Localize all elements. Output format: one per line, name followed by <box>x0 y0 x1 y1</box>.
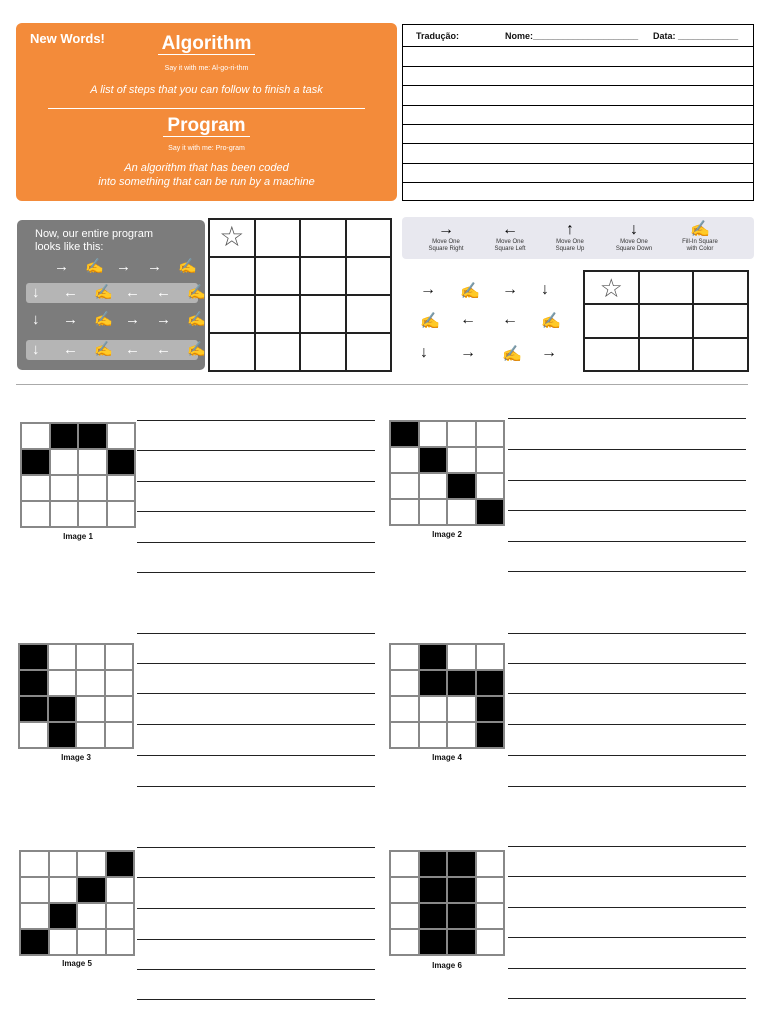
filled-cell <box>107 449 136 475</box>
empty-cell <box>476 473 505 499</box>
legend-item <box>534 221 606 253</box>
writing-line[interactable] <box>508 510 746 511</box>
empty-cell <box>447 499 476 525</box>
writing-line[interactable] <box>508 876 746 877</box>
writing-line[interactable] <box>137 511 375 512</box>
writing-line[interactable] <box>137 939 375 940</box>
program-row <box>26 310 206 330</box>
grid-cell[interactable] <box>639 338 694 371</box>
writing-line[interactable] <box>137 450 375 451</box>
empty-cell <box>390 499 419 525</box>
fill-square-icon: ✍ <box>85 258 104 275</box>
filled-cell <box>78 423 107 449</box>
star-icon: ☆ <box>599 273 623 303</box>
legend-text: Move One <box>620 239 648 245</box>
empty-cell <box>419 722 448 748</box>
arrow-left-icon: ← <box>502 221 518 238</box>
filled-cell <box>19 696 48 722</box>
definition-program-line2: into something that can be run by a machine <box>98 176 315 188</box>
empty-cell <box>20 851 49 877</box>
word-program: Program <box>16 115 397 137</box>
empty-cell <box>447 722 476 748</box>
legend-item <box>410 221 482 253</box>
arrow-left-icon: ← <box>125 341 140 358</box>
empty-cell <box>49 851 78 877</box>
program-title: Now, our entire program looks like this: <box>35 228 153 253</box>
empty-cell <box>447 696 476 722</box>
empty-cell <box>78 475 107 501</box>
legend-text: Move One <box>496 239 524 245</box>
arrow-down-icon: ↓ <box>32 341 40 358</box>
legend-text: Fill-In Square <box>682 239 718 245</box>
image-caption: Image 4 <box>432 753 462 762</box>
filled-cell <box>106 851 135 877</box>
writing-line[interactable] <box>137 663 375 664</box>
empty-cell <box>447 447 476 473</box>
arrow-down-icon: ↓ <box>420 344 428 361</box>
grid-cell[interactable] <box>300 219 346 257</box>
pixel-grid <box>389 850 505 956</box>
empty-cell <box>21 501 50 527</box>
grid-cell[interactable] <box>255 219 301 257</box>
empty-cell <box>476 877 505 903</box>
filled-cell <box>447 473 476 499</box>
translation-line[interactable] <box>403 85 753 86</box>
writing-line[interactable] <box>137 786 375 787</box>
pixel-grid <box>18 643 134 749</box>
empty-cell <box>76 696 105 722</box>
filled-cell <box>19 670 48 696</box>
writing-line[interactable] <box>508 846 746 847</box>
filled-cell <box>77 877 106 903</box>
filled-cell <box>447 903 476 929</box>
exercise-grid <box>583 270 749 372</box>
vocabulary-panel <box>16 23 397 201</box>
label-data[interactable]: Data: ____________ <box>653 31 739 41</box>
writing-line[interactable] <box>137 969 375 970</box>
arrow-down-icon: ↓ <box>630 221 638 238</box>
fill-square-icon: ✍ <box>187 284 206 301</box>
translation-box <box>402 24 754 201</box>
word-algorithm: Algorithm <box>16 33 397 55</box>
grid-cell[interactable] <box>639 271 694 304</box>
writing-line[interactable] <box>508 968 746 969</box>
legend-text: Square Down <box>615 246 653 252</box>
arrow-left-icon: ← <box>156 341 171 358</box>
writing-line[interactable] <box>508 541 746 542</box>
definition-program-line1: An algorithm that has been coded <box>124 162 289 174</box>
empty-cell <box>49 929 78 955</box>
empty-cell <box>107 423 136 449</box>
fill-square-icon: ✍ <box>420 313 440 330</box>
empty-cell <box>476 421 505 447</box>
empty-cell <box>77 929 106 955</box>
filled-cell <box>49 903 78 929</box>
writing-line[interactable] <box>508 418 746 419</box>
arrow-left-icon: ← <box>125 284 140 301</box>
grid-cell[interactable] <box>300 295 346 333</box>
filled-cell <box>447 877 476 903</box>
grid-cell[interactable] <box>255 257 301 295</box>
empty-cell <box>390 644 419 670</box>
grid-cell[interactable] <box>346 257 392 295</box>
empty-cell <box>105 722 134 748</box>
filled-cell <box>419 903 448 929</box>
fill-square-icon: ✍ <box>94 341 113 358</box>
filled-cell <box>419 447 448 473</box>
arrow-left-icon: ← <box>63 341 78 358</box>
grid-cell[interactable] <box>346 219 392 257</box>
empty-cell <box>390 851 419 877</box>
star-icon: ☆ <box>219 221 245 252</box>
writing-line[interactable] <box>137 481 375 482</box>
empty-cell <box>78 501 107 527</box>
empty-cell <box>107 475 136 501</box>
symbol-legend <box>402 217 754 259</box>
empty-cell <box>419 473 448 499</box>
empty-cell <box>21 423 50 449</box>
say-algorithm: Say it with me: Al-go-ri-thm <box>164 65 249 72</box>
say-program: Say it with me: Pro-gram <box>168 145 245 152</box>
empty-cell <box>390 903 419 929</box>
empty-cell <box>419 696 448 722</box>
empty-cell <box>50 449 79 475</box>
empty-cell <box>390 929 419 955</box>
empty-cell <box>419 499 448 525</box>
arrow-right-icon: → <box>125 311 140 328</box>
arrow-right-icon: → <box>420 281 436 298</box>
filled-cell <box>476 670 505 696</box>
empty-cell <box>21 475 50 501</box>
writing-line[interactable] <box>508 663 746 664</box>
grid-cell[interactable] <box>209 333 255 371</box>
empty-cell <box>476 851 505 877</box>
legend-text: Square Right <box>428 246 464 252</box>
arrow-right-icon: → <box>502 281 518 298</box>
fill-square-icon: ✍ <box>187 341 206 358</box>
writing-line[interactable] <box>508 755 746 756</box>
translation-line[interactable] <box>403 143 753 144</box>
filled-cell <box>476 499 505 525</box>
writing-line[interactable] <box>508 907 746 908</box>
pixel-grid <box>19 850 135 956</box>
divider-line <box>48 108 365 109</box>
writing-line[interactable] <box>508 571 746 572</box>
grid-cell[interactable] <box>346 333 392 371</box>
arrow-right-icon: → <box>460 344 476 361</box>
definition-algorithm: A list of steps that you can follow to finish a task <box>90 84 323 96</box>
writing-line[interactable] <box>137 542 375 543</box>
grid-cell[interactable] <box>346 295 392 333</box>
writing-line[interactable] <box>137 693 375 694</box>
program-grid <box>208 218 392 372</box>
legend-text: Move One <box>556 239 584 245</box>
empty-cell <box>390 670 419 696</box>
translation-line[interactable] <box>403 124 753 125</box>
image-caption: Image 6 <box>432 961 462 970</box>
arrow-left-icon: ← <box>156 284 171 301</box>
writing-line[interactable] <box>508 998 746 999</box>
empty-cell <box>107 501 136 527</box>
image-caption: Image 2 <box>432 530 462 539</box>
empty-cell <box>476 447 505 473</box>
filled-cell <box>419 670 448 696</box>
empty-cell <box>390 473 419 499</box>
grid-cell[interactable] <box>255 333 301 371</box>
filled-cell <box>419 877 448 903</box>
writing-line[interactable] <box>508 786 746 787</box>
arrow-left-icon: ← <box>460 311 476 328</box>
fill-square-icon: ✍ <box>690 221 710 238</box>
empty-cell <box>106 877 135 903</box>
arrow-right-icon: → <box>438 221 454 238</box>
empty-cell <box>476 929 505 955</box>
empty-cell <box>106 903 135 929</box>
filled-cell <box>476 696 505 722</box>
writing-line[interactable] <box>137 572 375 573</box>
writing-line[interactable] <box>137 908 375 909</box>
label-nome[interactable]: Nome:_____________________ <box>505 31 639 41</box>
pixel-grid <box>20 422 136 528</box>
fill-square-icon: ✍ <box>178 258 197 275</box>
empty-cell <box>76 670 105 696</box>
writing-line[interactable] <box>137 755 375 756</box>
program-row <box>26 257 198 277</box>
empty-cell <box>476 644 505 670</box>
grid-cell[interactable] <box>693 338 748 371</box>
empty-cell <box>77 903 106 929</box>
writing-line[interactable] <box>137 633 375 634</box>
translation-line[interactable] <box>403 182 753 183</box>
empty-cell <box>49 877 78 903</box>
filled-cell <box>476 722 505 748</box>
arrow-right-icon: → <box>54 258 69 275</box>
empty-cell <box>50 501 79 527</box>
filled-cell <box>50 423 79 449</box>
fill-square-icon: ✍ <box>541 313 561 330</box>
empty-cell <box>106 929 135 955</box>
arrow-down-icon: ↓ <box>541 281 549 298</box>
arrow-right-icon: → <box>147 258 162 275</box>
fill-square-icon: ✍ <box>502 346 522 363</box>
fill-square-icon: ✍ <box>187 311 206 328</box>
empty-cell <box>48 670 77 696</box>
empty-cell <box>76 722 105 748</box>
empty-cell <box>105 670 134 696</box>
empty-cell <box>447 644 476 670</box>
empty-cell <box>48 644 77 670</box>
grid-cell[interactable] <box>255 295 301 333</box>
writing-line[interactable] <box>508 449 746 450</box>
empty-cell <box>447 421 476 447</box>
empty-cell <box>77 851 106 877</box>
filled-cell <box>419 644 448 670</box>
writing-line[interactable] <box>137 999 375 1000</box>
arrow-right-icon: → <box>116 258 131 275</box>
fill-square-icon: ✍ <box>94 284 113 301</box>
translation-header <box>403 25 753 45</box>
grid-cell[interactable] <box>584 304 639 337</box>
empty-cell <box>19 722 48 748</box>
arrow-right-icon: → <box>63 311 78 328</box>
empty-cell <box>105 644 134 670</box>
translation-line[interactable] <box>403 105 753 106</box>
filled-cell <box>48 696 77 722</box>
fill-square-icon: ✍ <box>460 283 480 300</box>
filled-cell <box>419 851 448 877</box>
image-caption: Image 3 <box>61 753 91 762</box>
writing-line[interactable] <box>508 633 746 634</box>
grid-cell[interactable] <box>300 257 346 295</box>
legend-item <box>664 221 736 253</box>
writing-line[interactable] <box>137 420 375 421</box>
empty-cell <box>476 903 505 929</box>
writing-line[interactable] <box>508 937 746 938</box>
writing-line[interactable] <box>137 877 375 878</box>
filled-cell <box>20 929 49 955</box>
arrow-right-icon: → <box>541 344 557 361</box>
program-row <box>26 283 206 303</box>
filled-cell <box>390 421 419 447</box>
translation-line[interactable] <box>403 66 753 67</box>
filled-cell <box>447 929 476 955</box>
empty-cell <box>105 696 134 722</box>
writing-line[interactable] <box>508 693 746 694</box>
empty-cell <box>78 449 107 475</box>
grid-cell[interactable] <box>209 295 255 333</box>
image-caption: Image 1 <box>63 532 93 541</box>
writing-line[interactable] <box>137 724 375 725</box>
fill-square-icon: ✍ <box>94 311 113 328</box>
writing-line[interactable] <box>508 724 746 725</box>
writing-line[interactable] <box>508 480 746 481</box>
filled-cell <box>447 851 476 877</box>
grid-cell[interactable] <box>693 271 748 304</box>
pixel-grid <box>389 643 505 749</box>
legend-text: Move One <box>432 239 460 245</box>
writing-line[interactable] <box>137 847 375 848</box>
empty-cell <box>20 903 49 929</box>
grid-cell[interactable] <box>693 304 748 337</box>
arrow-left-icon: ← <box>63 284 78 301</box>
arrow-down-icon: ↓ <box>32 284 40 301</box>
program-panel <box>17 220 205 370</box>
empty-cell <box>20 877 49 903</box>
filled-cell <box>21 449 50 475</box>
grid-cell[interactable] <box>300 333 346 371</box>
empty-cell <box>419 421 448 447</box>
empty-cell <box>390 877 419 903</box>
empty-cell <box>390 722 419 748</box>
arrow-up-icon: ↑ <box>566 221 574 238</box>
legend-text: with Color <box>686 246 714 252</box>
arrow-left-icon: ← <box>502 311 518 328</box>
filled-cell <box>447 670 476 696</box>
legend-item <box>598 221 670 253</box>
legend-text: Square Up <box>555 246 585 252</box>
pixel-grid <box>389 420 505 526</box>
filled-cell <box>19 644 48 670</box>
new-words-tag: New Words! <box>30 31 105 46</box>
translation-line[interactable] <box>403 46 753 47</box>
empty-cell <box>50 475 79 501</box>
legend-text: Square Left <box>494 246 526 252</box>
filled-cell <box>48 722 77 748</box>
grid-cell[interactable] <box>209 219 255 257</box>
arrow-right-icon: → <box>156 311 171 328</box>
image-caption: Image 5 <box>62 959 92 968</box>
filled-cell <box>419 929 448 955</box>
empty-cell <box>390 696 419 722</box>
empty-cell <box>76 644 105 670</box>
empty-cell <box>390 447 419 473</box>
section-divider <box>16 384 748 385</box>
grid-cell[interactable] <box>209 257 255 295</box>
grid-cell[interactable] <box>639 304 694 337</box>
label-traducao: Tradução: <box>416 31 460 41</box>
arrow-down-icon: ↓ <box>32 311 40 328</box>
translation-line[interactable] <box>403 163 753 164</box>
grid-cell[interactable] <box>584 338 639 371</box>
program-row <box>26 340 206 360</box>
grid-cell[interactable] <box>584 271 639 304</box>
